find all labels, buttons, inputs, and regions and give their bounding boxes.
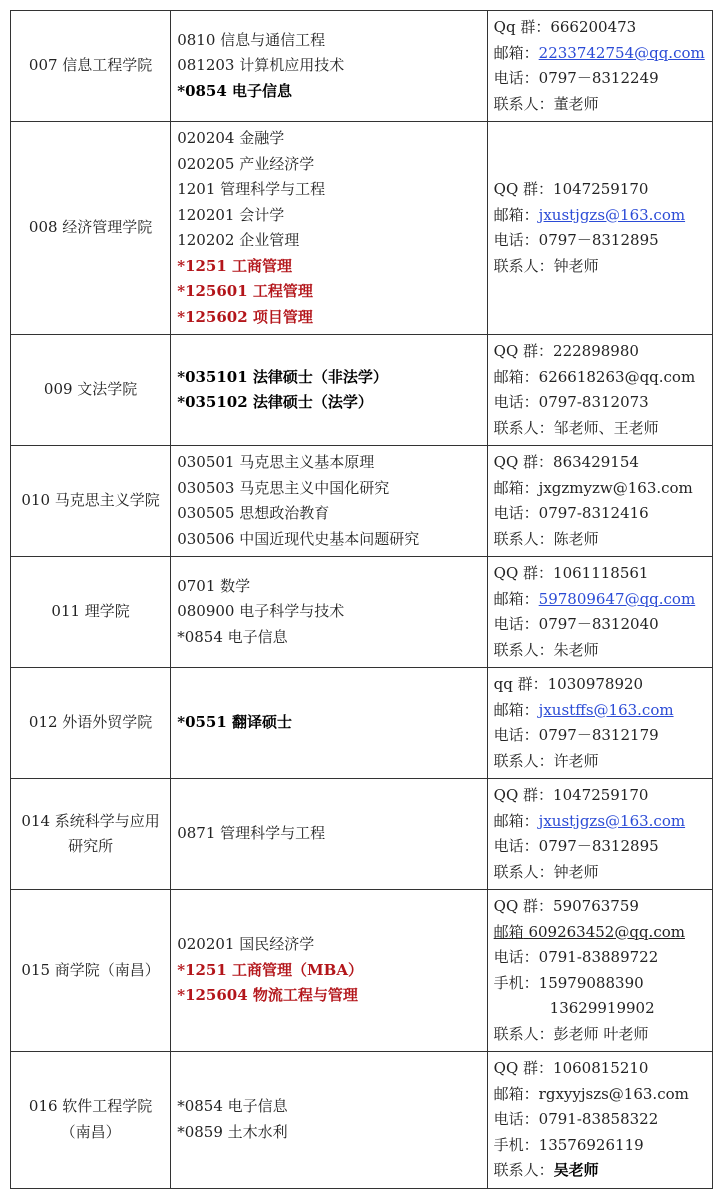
email-link[interactable]: 2233742754@qq.com	[538, 43, 705, 62]
contact-info	[487, 779, 712, 890]
major-item: 120201 会计学	[177, 205, 285, 224]
contact-person: 联系人：许老师	[493, 751, 599, 770]
contact-person: 联系人：吴老师	[493, 1161, 599, 1179]
major-list	[171, 779, 487, 890]
qq-group: QQ 群：222898980	[493, 342, 639, 360]
major-item: *035102 法律硕士（法学）	[177, 393, 373, 411]
table-row	[11, 11, 713, 122]
contact-person: 联系人：彭老师 叶老师	[493, 1024, 649, 1043]
major-item: 120202 企业管理	[177, 231, 300, 249]
email: 邮箱：2233742754@qq.com	[493, 43, 705, 62]
qq-group: qq 群：1030978920	[493, 675, 644, 693]
major-item: *035101 法律硕士（非法学）	[177, 367, 388, 386]
contact-person: 联系人：董老师	[493, 94, 599, 113]
table-row	[11, 668, 713, 779]
email: 邮箱：jxustjgzs@163.com	[493, 811, 686, 830]
major-item: *0854 电子信息	[177, 81, 293, 100]
major-list	[171, 122, 487, 335]
contact-info	[487, 668, 712, 779]
phone: 电话：0797－8312895	[493, 231, 659, 249]
email: 邮箱：jxustjgzs@163.com	[493, 205, 686, 224]
college-name: 014 系统科学与应用研究所	[11, 779, 171, 890]
major-item: 080900 电子科学与技术	[177, 602, 345, 621]
major-item: *125602 项目管理	[177, 307, 313, 326]
mobile-secondary: 13629919902	[549, 999, 655, 1017]
major-item: *125604 物流工程与管理	[177, 986, 358, 1005]
major-item: *125601 工程管理	[177, 282, 313, 300]
email: 邮箱 609263452@qq.com	[493, 922, 685, 941]
major-item: 030505 思想政治教育	[177, 504, 330, 522]
major-list	[171, 335, 487, 446]
major-item: *0854 电子信息	[177, 627, 288, 646]
major-item: 020204 金融学	[177, 129, 285, 147]
qq-group: QQ 群：863429154	[493, 453, 639, 471]
major-item: *0854 电子信息	[177, 1097, 288, 1116]
email: 邮箱：jxustffs@163.com	[493, 700, 674, 719]
contact-info	[487, 557, 712, 668]
table-row	[11, 779, 713, 890]
major-list	[171, 890, 487, 1052]
major-item: 0871 管理科学与工程	[177, 824, 326, 843]
contact-person: 联系人：钟老师	[493, 256, 599, 275]
college-name: 016 软件工程学院（南昌）	[11, 1052, 171, 1189]
email-address[interactable]: 609263452@qq.com	[528, 922, 685, 941]
major-item: 081203 计算机应用技术	[177, 56, 345, 75]
phone: 电话：0797－8312040	[493, 615, 659, 633]
major-item: 1201 管理科学与工程	[177, 180, 326, 198]
phone: 电话：0797－8312179	[493, 726, 659, 744]
major-item: *0551 翻译硕士	[177, 713, 293, 732]
major-item: 030501 马克思主义基本原理	[177, 453, 375, 471]
table-row	[11, 446, 713, 557]
college-name: 007 信息工程学院	[11, 11, 171, 122]
contact-info	[487, 1052, 712, 1189]
email-link[interactable]: jxustjgzs@163.com	[538, 811, 686, 830]
table-row	[11, 890, 713, 1052]
major-item: *0859 土木水利	[177, 1122, 288, 1141]
qq-group: QQ 群：1061118561	[493, 564, 649, 582]
phone: 电话：0791-83889722	[493, 948, 659, 966]
phone: 电话：0797－8312895	[493, 837, 659, 855]
email: 邮箱：rgxyyjszs@163.com	[493, 1084, 689, 1103]
email: 邮箱：626618263@qq.com	[493, 367, 696, 386]
qq-group: Qq 群：666200473	[493, 18, 637, 36]
table-row	[11, 557, 713, 668]
qq-group: QQ 群：1047259170	[493, 786, 649, 804]
major-item: 020201 国民经济学	[177, 935, 315, 954]
college-name: 008 经济管理学院	[11, 122, 171, 335]
table-row	[11, 335, 713, 446]
contact-info	[487, 446, 712, 557]
phone: 电话：0797－8312249	[493, 69, 659, 87]
contact-person: 联系人：朱老师	[493, 640, 599, 659]
mobile: 手机：13576926119	[493, 1135, 644, 1154]
major-item: *1251 工商管理	[177, 256, 293, 275]
email-link[interactable]: jxustffs@163.com	[538, 700, 674, 719]
college-name: 010 马克思主义学院	[11, 446, 171, 557]
major-list	[171, 557, 487, 668]
major-item: 030506 中国近现代史基本问题研究	[177, 529, 420, 548]
major-item: 030503 马克思主义中国化研究	[177, 478, 390, 497]
phone: 电话：0791-83858322	[493, 1110, 659, 1128]
contact-info	[487, 890, 712, 1052]
major-list	[171, 668, 487, 779]
major-list	[171, 11, 487, 122]
email: 邮箱：jxgzmyzw@163.com	[493, 478, 693, 497]
major-list	[171, 1052, 487, 1189]
admissions-contact-table	[10, 10, 713, 1189]
qq-group: QQ 群：1060815210	[493, 1059, 649, 1077]
contact-info	[487, 122, 712, 335]
email: 邮箱：597809647@qq.com	[493, 589, 696, 608]
email-link[interactable]: 597809647@qq.com	[538, 589, 696, 608]
contact-person: 联系人：陈老师	[493, 529, 599, 548]
qq-group: QQ 群：590763759	[493, 897, 639, 915]
contact-person: 联系人：邹老师、王老师	[493, 418, 659, 437]
table-row	[11, 1052, 713, 1189]
major-item: 020205 产业经济学	[177, 154, 315, 173]
qq-group: QQ 群：1047259170	[493, 180, 649, 198]
major-item: 0810 信息与通信工程	[177, 30, 326, 49]
contact-info	[487, 11, 712, 122]
table-row	[11, 122, 713, 335]
college-name: 015 商学院（南昌）	[11, 890, 171, 1052]
contact-info	[487, 335, 712, 446]
major-item: *1251 工商管理（MBA）	[177, 960, 363, 979]
college-name: 011 理学院	[11, 557, 171, 668]
phone: 电话：0797-8312073	[493, 393, 649, 411]
major-list	[171, 446, 487, 557]
email-link[interactable]: jxustjgzs@163.com	[538, 205, 686, 224]
college-name: 009 文法学院	[11, 335, 171, 446]
college-name: 012 外语外贸学院	[11, 668, 171, 779]
mobile: 手机：15979088390	[493, 973, 644, 992]
major-item: 0701 数学	[177, 576, 251, 595]
contact-person: 联系人：钟老师	[493, 862, 599, 881]
phone: 电话：0797-8312416	[493, 504, 649, 522]
